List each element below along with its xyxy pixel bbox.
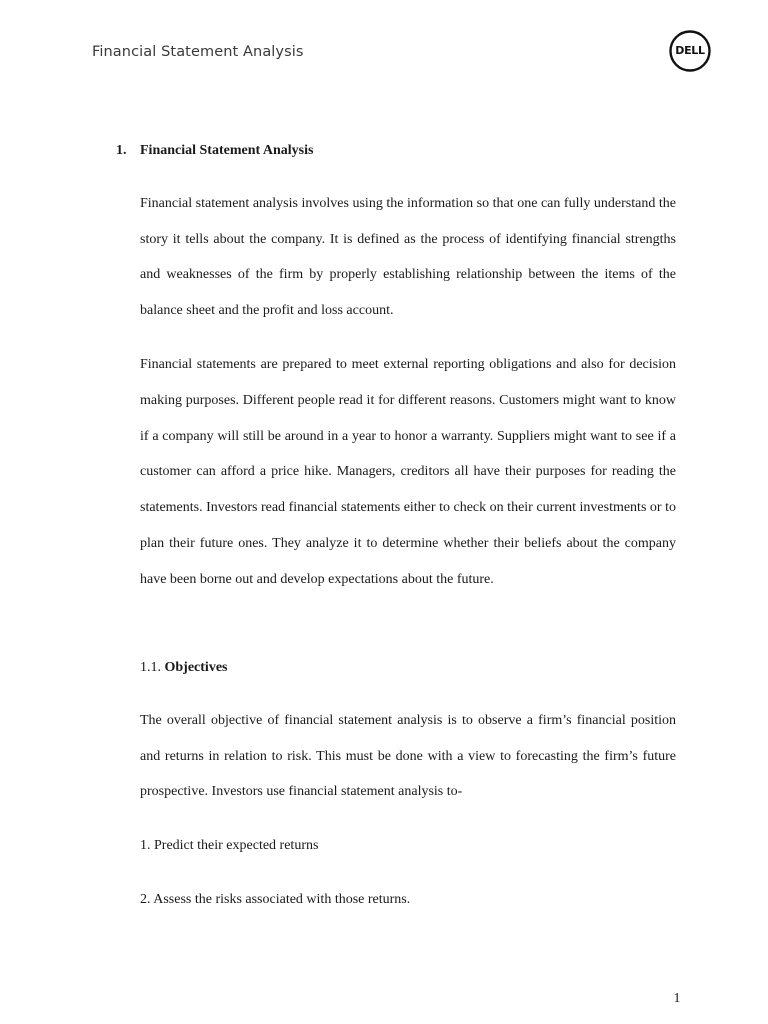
dell-logo [669,30,711,72]
subsection-number: 1.1. [140,660,161,675]
list-item: 2. Assess the risks associated with those returns. [140,892,411,907]
objectives-paragraph: The overall objective of financial statement analysis is to observe a firm’s financial position and returns in relation to risk. This must be done with a view to forecasting the firm’s future prospective. Investors use financial statement analysis to- [140,713,676,800]
running-header-title: Financial Statement Analysis [92,44,304,60]
section-heading [116,143,313,159]
dell-logo-text: DELL [675,44,705,57]
body-paragraph-2: Financial statements are prepared to meet external reporting obligations and also for decision making purposes. Different people read it for different reasons. Customers might want to know if a company will still be around in a year to honor a warranty. Suppliers might want to see if a customer can afford a price hike. Managers, creditors all have their purposes for reading the statements. Investors read financial statements either to check on their current investments or to plan their future ones. They analyze it to determine whether their beliefs about the company have been borne out and develop expectations about the future. [140,357,676,587]
section-number: 1. [116,143,127,158]
page-number: 1 [673,991,681,1006]
subsection-heading [140,660,227,676]
body-paragraph-1: Financial statement analysis involves using the information so that one can fully understand the story it tells about the company. It is defined as the process of identifying financial strengths and weaknesses of the firm by properly establishing relationship between the items of the balance sheet and the profit and loss account. [140,196,676,319]
list-item: 1. Predict their expected returns [140,838,319,853]
section-title: Financial Statement Analysis [140,143,314,158]
subsection-title: Objectives [164,660,228,675]
